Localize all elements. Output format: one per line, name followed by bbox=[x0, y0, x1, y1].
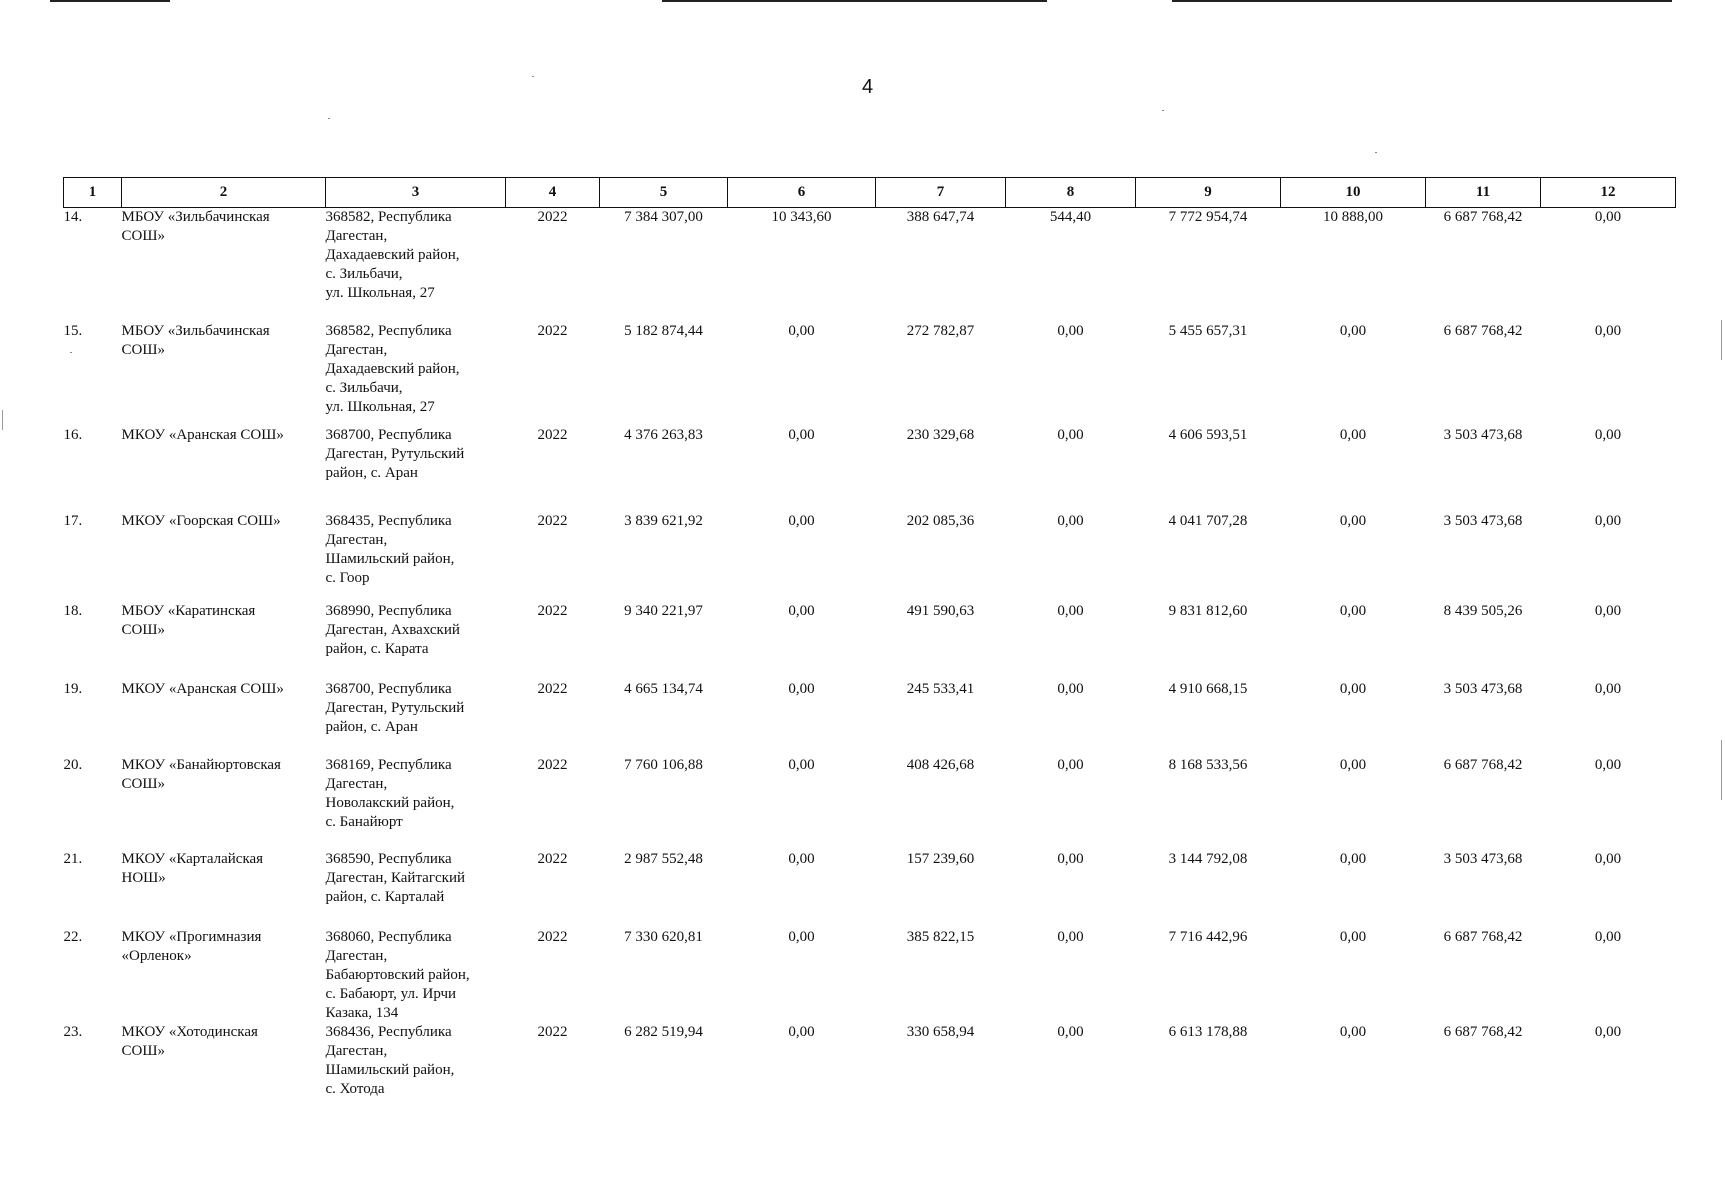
year-cell: 2022 bbox=[537, 680, 568, 697]
column-header: 10 bbox=[1281, 178, 1426, 208]
amount-cell-col8: 0,00 bbox=[1057, 928, 1084, 945]
address-line: Дагестан, Рутульский bbox=[325, 699, 465, 716]
institution-name-line: МКОУ «Банайюртовская bbox=[121, 756, 281, 773]
institution-name-line: СОШ» bbox=[121, 1042, 165, 1059]
institution-name bbox=[122, 1023, 326, 1100]
amount-cell-col8: 0,00 bbox=[1057, 680, 1084, 697]
institution-address bbox=[326, 426, 506, 512]
amount-cell-col12: 0,00 bbox=[1594, 928, 1622, 945]
amount-cell-col12: 0,00 bbox=[1594, 209, 1622, 225]
institution-name bbox=[122, 928, 326, 1023]
amount-cell-col10: 0,00 bbox=[1339, 850, 1367, 867]
institution-name-line: НОШ» bbox=[121, 869, 166, 886]
column-header: 3 bbox=[326, 178, 506, 208]
address-line: район, с. Аран bbox=[325, 718, 418, 735]
institution-address bbox=[326, 322, 506, 426]
institution-name bbox=[122, 512, 326, 602]
scan-speck bbox=[1375, 152, 1377, 153]
amount-cell-col6: 0,00 bbox=[788, 1023, 815, 1040]
amount-cell-col7: 245 533,41 bbox=[906, 680, 975, 697]
table-header-row bbox=[64, 178, 1676, 208]
institution-address bbox=[326, 756, 506, 850]
amount-cell-col5: 9 340 221,97 bbox=[624, 602, 703, 619]
year-cell: 2022 bbox=[537, 850, 568, 867]
amount-cell-col11: 6 687 768,42 bbox=[1443, 756, 1523, 773]
amount-cell-col7: 230 329,68 bbox=[906, 426, 975, 443]
row-number: 17. bbox=[63, 512, 83, 529]
address-line: Дахадаевский район, bbox=[325, 247, 460, 263]
institution-name-line: «Орленок» bbox=[121, 947, 192, 964]
year-cell: 2022 bbox=[537, 602, 568, 619]
amount-cell-col8: 0,00 bbox=[1057, 850, 1084, 867]
amount-cell-col7: 408 426,68 bbox=[906, 756, 975, 773]
institution-address bbox=[326, 928, 506, 1023]
row-number: 15. bbox=[63, 322, 83, 339]
amount-cell-col9: 4 910 668,15 bbox=[1168, 680, 1248, 697]
row-number: 14. bbox=[63, 209, 83, 225]
amount-cell-col12: 0,00 bbox=[1594, 1023, 1622, 1040]
amount-cell-col10: 0,00 bbox=[1339, 756, 1367, 773]
address-line: Новолакский район, bbox=[325, 794, 455, 811]
institution-address bbox=[326, 1023, 506, 1100]
institution-address bbox=[326, 602, 506, 680]
amount-cell-col10: 0,00 bbox=[1339, 426, 1367, 443]
amount-cell-col6: 0,00 bbox=[788, 512, 815, 529]
address-line: Дагестан, bbox=[325, 775, 388, 792]
amount-cell-col6: 0,00 bbox=[788, 602, 815, 619]
address-line: с. Зильбачи, bbox=[325, 266, 403, 282]
row-number: 21. bbox=[63, 850, 83, 867]
amount-cell-col5: 7 760 106,88 bbox=[624, 756, 703, 773]
address-line: Дагестан, Ахвахский bbox=[325, 621, 460, 638]
address-line: 368990, Республика bbox=[325, 602, 452, 619]
address-line: Шамильский район, bbox=[325, 550, 455, 567]
top-rule-right bbox=[1172, 0, 1672, 2]
row-number: 20. bbox=[63, 756, 83, 773]
institution-name-line: МБОУ «Каратинская bbox=[121, 602, 256, 619]
amount-cell-col7: 491 590,63 bbox=[906, 602, 975, 619]
amount-cell-col12: 0,00 bbox=[1594, 756, 1622, 773]
institution-name-line: МКОУ «Хотодинская bbox=[121, 1023, 258, 1040]
amount-cell-col8: 0,00 bbox=[1057, 756, 1084, 773]
table-row bbox=[64, 756, 1676, 850]
amount-cell-col5: 4 665 134,74 bbox=[624, 680, 703, 697]
institution-name-line: СОШ» bbox=[121, 341, 165, 358]
address-line: 368700, Республика bbox=[325, 426, 452, 443]
table-row bbox=[64, 208, 1676, 322]
amount-cell-col7: 157 239,60 bbox=[906, 850, 975, 867]
institution-address bbox=[326, 512, 506, 602]
institution-name bbox=[122, 850, 326, 928]
amount-cell-col5: 7 330 620,81 bbox=[624, 928, 703, 945]
column-header: 2 bbox=[122, 178, 326, 208]
address-line: 368582, Республика bbox=[325, 322, 452, 339]
table-row bbox=[64, 512, 1676, 602]
amount-cell-col8: 544,40 bbox=[1049, 209, 1092, 225]
table-row bbox=[64, 322, 1676, 426]
institution-name-line: МКОУ «Карталайская bbox=[121, 850, 264, 867]
amount-cell-col8: 0,00 bbox=[1057, 602, 1084, 619]
top-rule-middle bbox=[662, 0, 1047, 2]
institution-name bbox=[122, 602, 326, 680]
address-line: Дагестан, Рутульский bbox=[325, 445, 465, 462]
amount-cell-col11: 3 503 473,68 bbox=[1443, 426, 1523, 443]
amount-cell-col5: 7 384 307,00 bbox=[624, 209, 703, 225]
amount-cell-col9: 8 168 533,56 bbox=[1168, 756, 1248, 773]
address-line: ул. Школьная, 27 bbox=[325, 398, 435, 415]
address-line: Дагестан, bbox=[325, 1042, 388, 1059]
amount-cell-col9: 6 613 178,88 bbox=[1168, 1023, 1248, 1040]
address-line: Бабаюртовский район, bbox=[325, 966, 470, 983]
institution-name-line: СОШ» bbox=[121, 621, 165, 638]
row-number: 16. bbox=[63, 426, 83, 443]
row-number: 19. bbox=[63, 680, 83, 697]
amount-cell-col11: 3 503 473,68 bbox=[1443, 850, 1523, 867]
address-line: Дагестан, bbox=[325, 531, 388, 548]
address-line: ул. Школьная, 27 bbox=[325, 285, 435, 301]
column-header: 8 bbox=[1006, 178, 1136, 208]
address-line: Дагестан, bbox=[325, 341, 388, 358]
institution-name-line: СОШ» bbox=[121, 775, 165, 792]
column-header: 6 bbox=[728, 178, 876, 208]
address-line: с. Гоор bbox=[325, 569, 370, 586]
amount-cell-col11: 3 503 473,68 bbox=[1443, 680, 1523, 697]
amount-cell-col9: 7 772 954,74 bbox=[1168, 209, 1248, 225]
address-line: Дахадаевский район, bbox=[325, 360, 460, 377]
amount-cell-col10: 0,00 bbox=[1339, 512, 1367, 529]
table-row bbox=[64, 928, 1676, 1023]
amount-cell-col10: 0,00 bbox=[1339, 322, 1367, 339]
amount-cell-col11: 6 687 768,42 bbox=[1443, 928, 1523, 945]
column-header: 9 bbox=[1136, 178, 1281, 208]
institution-name bbox=[122, 426, 326, 512]
amount-cell-col9: 5 455 657,31 bbox=[1168, 322, 1248, 339]
address-line: Дагестан, bbox=[325, 947, 388, 964]
amount-cell-col12: 0,00 bbox=[1594, 602, 1622, 619]
scan-edge-mark bbox=[1721, 320, 1722, 360]
amount-cell-col5: 6 282 519,94 bbox=[624, 1023, 703, 1040]
table-row bbox=[64, 426, 1676, 512]
address-line: Дагестан, Кайтагский bbox=[325, 869, 465, 886]
institution-name bbox=[122, 680, 326, 756]
amount-cell-col11: 6 687 768,42 bbox=[1443, 209, 1523, 225]
amount-cell-col6: 0,00 bbox=[788, 426, 815, 443]
address-line: 368169, Республика bbox=[325, 756, 452, 773]
address-line: с. Хотода bbox=[325, 1080, 385, 1097]
amount-cell-col8: 0,00 bbox=[1057, 322, 1084, 339]
institution-name-line: СОШ» bbox=[121, 228, 165, 244]
column-header: 11 bbox=[1426, 178, 1541, 208]
amount-cell-col5: 3 839 621,92 bbox=[624, 512, 703, 529]
amount-cell-col11: 6 687 768,42 bbox=[1443, 322, 1523, 339]
amount-cell-col7: 330 658,94 bbox=[906, 1023, 975, 1040]
column-header: 4 bbox=[506, 178, 600, 208]
address-line: 368700, Республика bbox=[325, 680, 452, 697]
amount-cell-col12: 0,00 bbox=[1594, 680, 1622, 697]
year-cell: 2022 bbox=[537, 756, 568, 773]
page-number: 4 bbox=[861, 76, 874, 98]
amount-cell-col10: 0,00 bbox=[1339, 680, 1367, 697]
amount-cell-col10: 0,00 bbox=[1339, 928, 1367, 945]
amount-cell-col6: 0,00 bbox=[788, 928, 815, 945]
amount-cell-col10: 0,00 bbox=[1339, 1023, 1367, 1040]
row-number: 22. bbox=[63, 928, 83, 945]
address-line: Дагестан, bbox=[325, 228, 388, 244]
amount-cell-col6: 0,00 bbox=[788, 680, 815, 697]
amount-cell-col10: 10 888,00 bbox=[1323, 209, 1383, 225]
table-row bbox=[64, 850, 1676, 928]
amount-cell-col5: 2 987 552,48 bbox=[624, 850, 703, 867]
scan-speck bbox=[1162, 110, 1164, 111]
year-cell: 2022 bbox=[537, 1023, 568, 1040]
institution-name bbox=[122, 208, 326, 322]
amount-cell-col12: 0,00 bbox=[1594, 850, 1622, 867]
address-line: 368435, Республика bbox=[325, 512, 452, 529]
address-line: 368582, Республика bbox=[325, 209, 452, 225]
institution-name-line: МКОУ «Гоорская СОШ» bbox=[121, 512, 281, 529]
institution-name bbox=[122, 322, 326, 426]
amount-cell-col5: 5 182 874,44 bbox=[624, 322, 703, 339]
column-header: 5 bbox=[600, 178, 728, 208]
amount-cell-col6: 10 343,60 bbox=[771, 209, 832, 225]
address-line: с. Бабаюрт, ул. Ирчи bbox=[325, 985, 457, 1002]
amount-cell-col12: 0,00 bbox=[1594, 426, 1622, 443]
institution-name bbox=[122, 756, 326, 850]
table-body bbox=[64, 208, 1676, 1100]
amount-cell-col11: 3 503 473,68 bbox=[1443, 512, 1523, 529]
amount-cell-col10: 0,00 bbox=[1339, 602, 1367, 619]
address-line: район, с. Карата bbox=[325, 640, 429, 657]
institution-address bbox=[326, 850, 506, 928]
amount-cell-col8: 0,00 bbox=[1057, 426, 1084, 443]
year-cell: 2022 bbox=[537, 426, 568, 443]
scan-speck bbox=[328, 118, 330, 119]
column-header: 12 bbox=[1541, 178, 1676, 208]
address-line: с. Зильбачи, bbox=[325, 379, 403, 396]
amount-cell-col7: 272 782,87 bbox=[906, 322, 975, 339]
amount-cell-col11: 6 687 768,42 bbox=[1443, 1023, 1523, 1040]
address-line: 368590, Республика bbox=[325, 850, 452, 867]
year-cell: 2022 bbox=[537, 322, 568, 339]
amount-cell-col9: 9 831 812,60 bbox=[1168, 602, 1248, 619]
amount-cell-col7: 202 085,36 bbox=[906, 512, 975, 529]
scan-speck bbox=[532, 76, 534, 77]
year-cell: 2022 bbox=[537, 928, 568, 945]
scan-edge-mark bbox=[1721, 740, 1722, 800]
amount-cell-col11: 8 439 505,26 bbox=[1443, 602, 1523, 619]
table-row bbox=[64, 680, 1676, 756]
amount-cell-col8: 0,00 bbox=[1057, 1023, 1084, 1040]
amount-cell-col7: 385 822,15 bbox=[906, 928, 975, 945]
year-cell: 2022 bbox=[537, 512, 568, 529]
year-cell: 2022 bbox=[537, 209, 568, 225]
institution-name-line: МКОУ «Аранская СОШ» bbox=[121, 426, 284, 443]
amount-cell-col9: 3 144 792,08 bbox=[1168, 850, 1248, 867]
amount-cell-col6: 0,00 bbox=[788, 850, 815, 867]
institution-address bbox=[326, 680, 506, 756]
amount-cell-col9: 4 606 593,51 bbox=[1168, 426, 1248, 443]
table-row bbox=[64, 1023, 1676, 1100]
row-number: 23. bbox=[63, 1023, 83, 1040]
institution-name-line: МКОУ «Прогимназия bbox=[121, 928, 262, 945]
amount-cell-col12: 0,00 bbox=[1594, 512, 1622, 529]
amount-cell-col6: 0,00 bbox=[788, 322, 815, 339]
address-line: 368436, Республика bbox=[325, 1023, 452, 1040]
institution-name-line: МКОУ «Аранская СОШ» bbox=[121, 680, 284, 697]
institution-name-line: МБОУ «Зильбачинская bbox=[121, 322, 270, 339]
amount-cell-col9: 4 041 707,28 bbox=[1168, 512, 1248, 529]
scan-edge-mark bbox=[2, 410, 3, 430]
amount-cell-col6: 0,00 bbox=[788, 756, 815, 773]
amount-cell-col8: 0,00 bbox=[1057, 512, 1084, 529]
column-header: 7 bbox=[876, 178, 1006, 208]
amount-cell-col7: 388 647,74 bbox=[906, 209, 975, 225]
row-number: 18. bbox=[63, 602, 83, 619]
allocation-table bbox=[63, 177, 1676, 1100]
address-line: 368060, Республика bbox=[325, 928, 452, 945]
amount-cell-col12: 0,00 bbox=[1594, 322, 1622, 339]
institution-name-line: МБОУ «Зильбачинская bbox=[121, 209, 270, 225]
address-line: Казака, 134 bbox=[325, 1004, 399, 1021]
table-row bbox=[64, 602, 1676, 680]
column-header: 1 bbox=[64, 178, 122, 208]
amount-cell-col9: 7 716 442,96 bbox=[1168, 928, 1248, 945]
address-line: с. Банайюрт bbox=[325, 813, 403, 830]
address-line: район, с. Аран bbox=[325, 464, 418, 481]
amount-cell-col5: 4 376 263,83 bbox=[624, 426, 703, 443]
address-line: Шамильский район, bbox=[325, 1061, 455, 1078]
address-line: район, с. Карталай bbox=[325, 888, 445, 905]
top-rule-left bbox=[50, 0, 170, 2]
institution-address bbox=[326, 208, 506, 322]
